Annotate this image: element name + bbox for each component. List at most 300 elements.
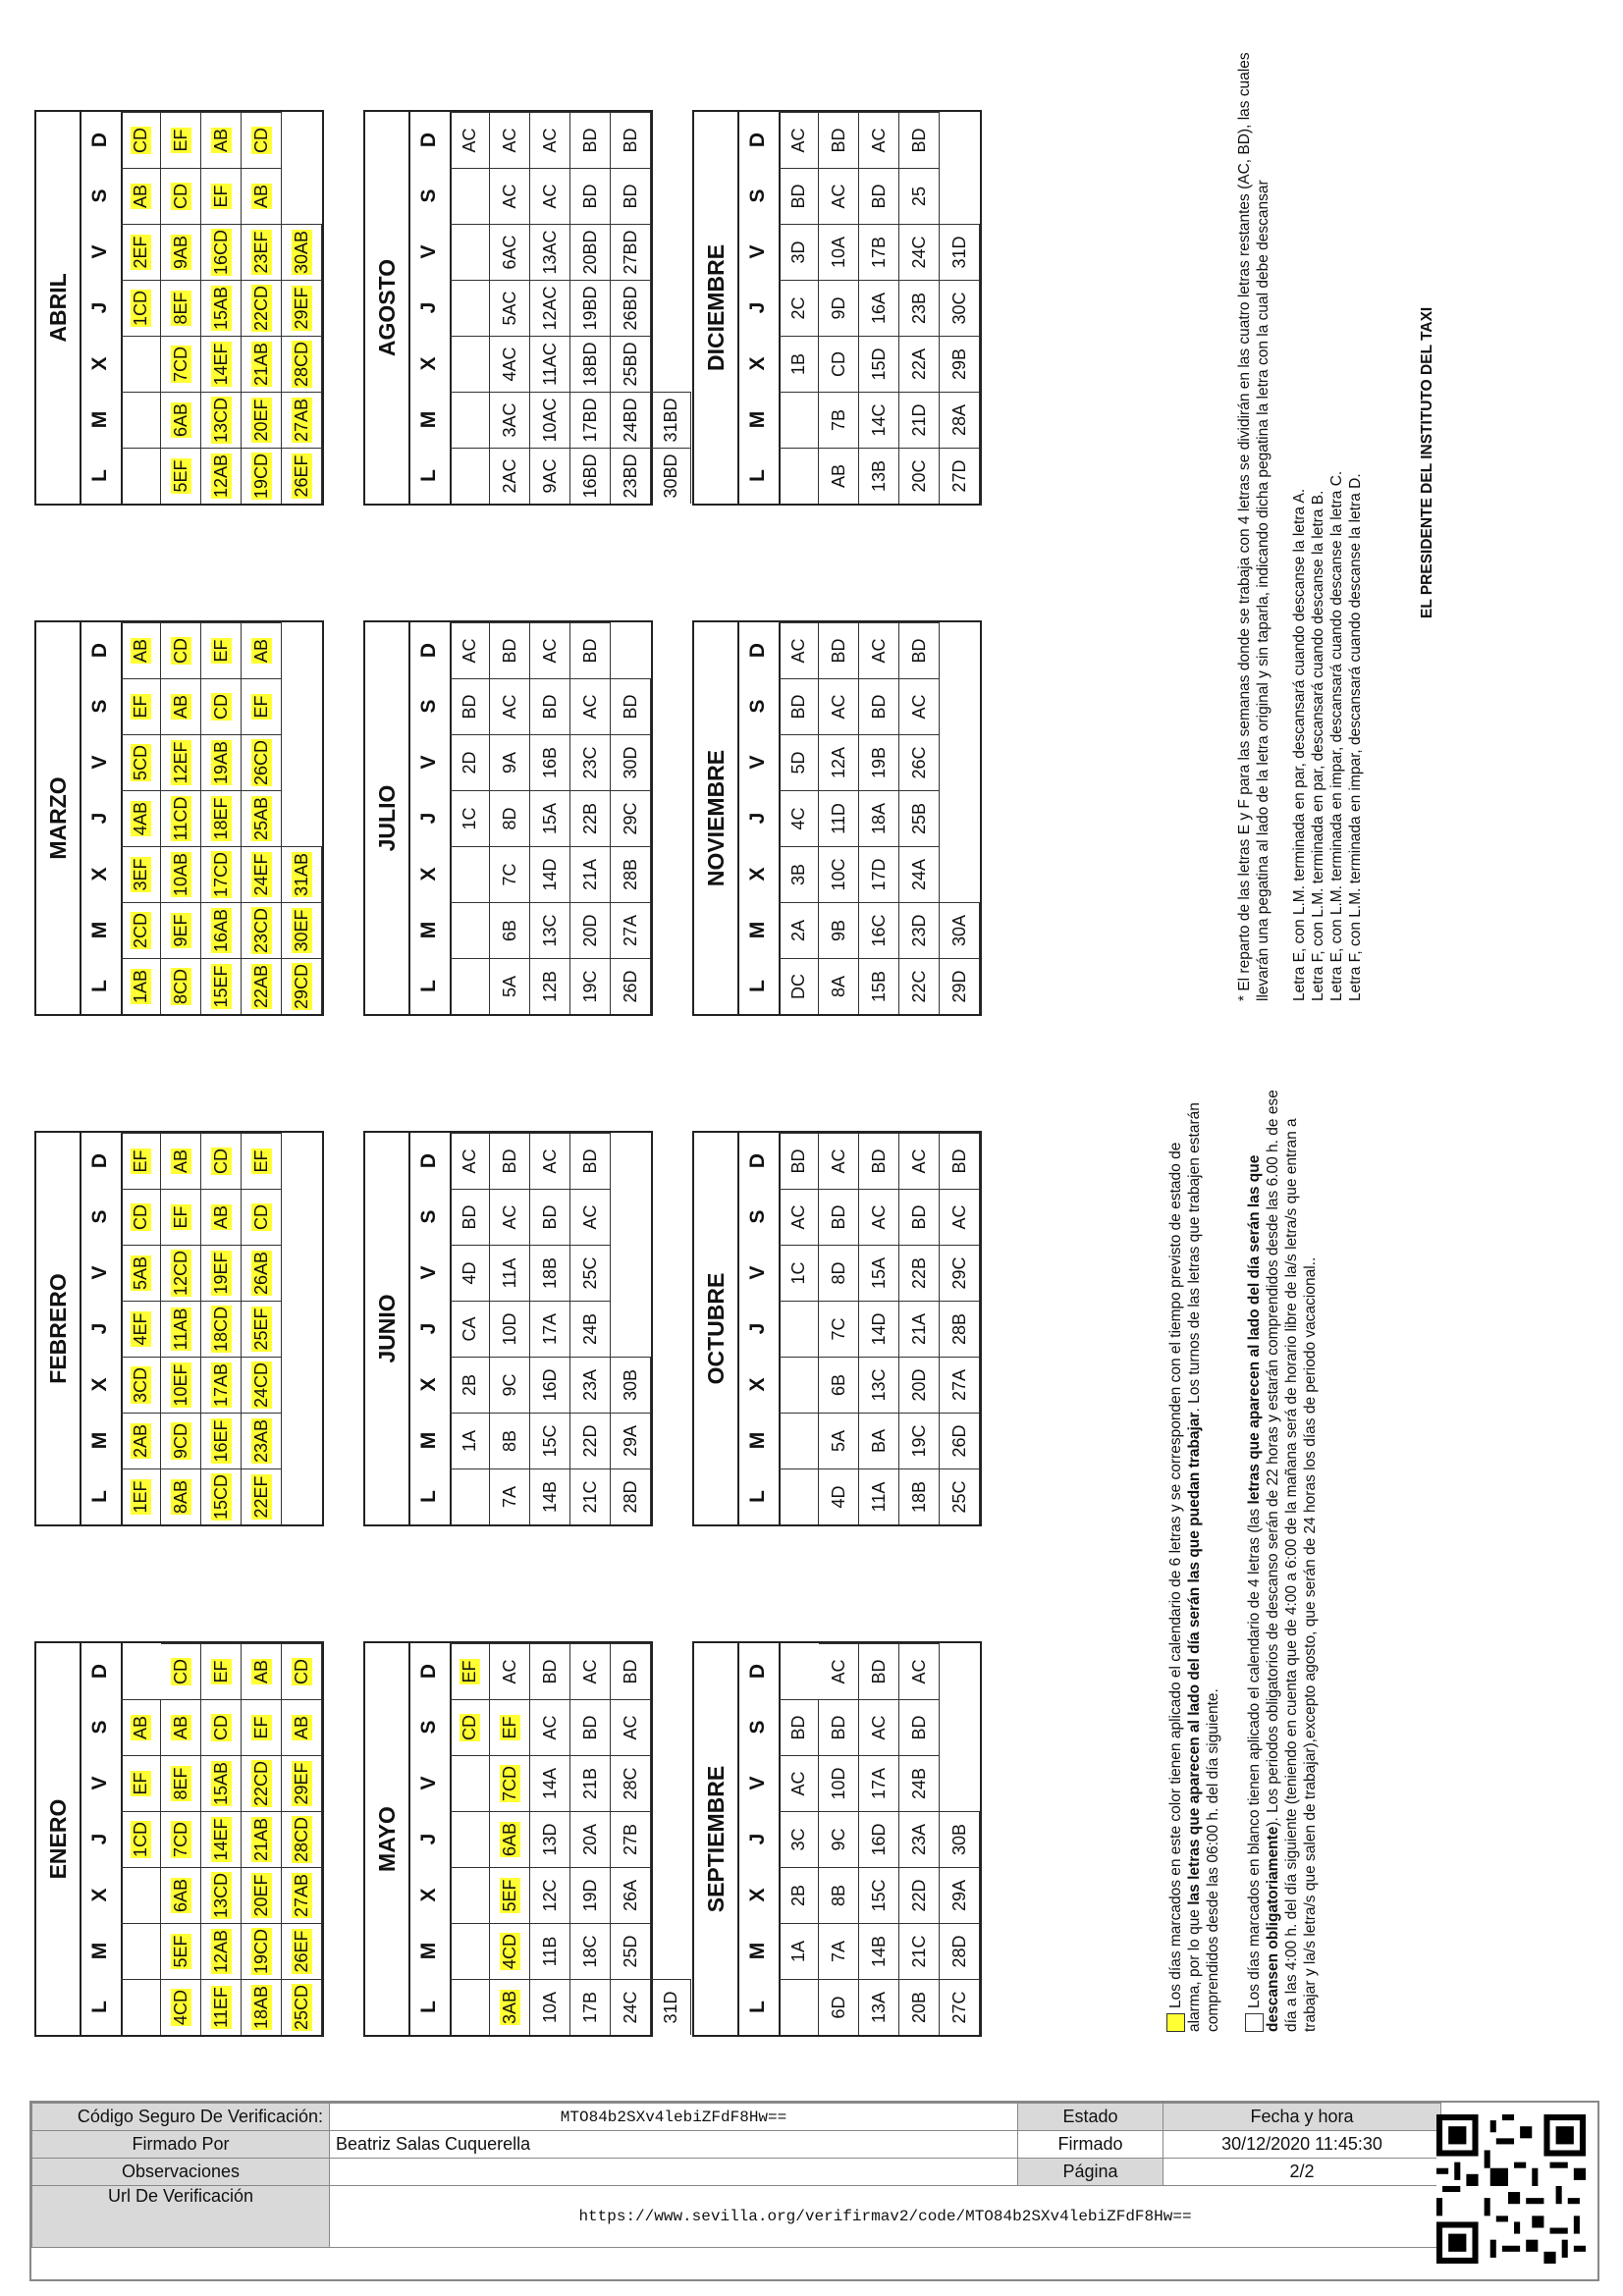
day-label: BD <box>620 694 640 720</box>
month-days <box>779 622 980 1014</box>
day-label: 1CD <box>130 1822 150 1858</box>
empty-cell <box>940 846 980 902</box>
weekday-label: S <box>88 1209 111 1224</box>
day-label: 5EF <box>170 459 190 493</box>
day-label: 25 <box>908 186 929 207</box>
day-cell <box>161 790 201 846</box>
day-label: EF <box>130 1772 150 1795</box>
month-title: SEPTIEMBRE <box>694 1643 739 2035</box>
weekday-label: J <box>88 301 111 314</box>
day-cell <box>859 1189 899 1245</box>
day-cell <box>570 846 611 902</box>
day-cell <box>282 846 322 902</box>
day-cell <box>490 1133 530 1189</box>
day-cell <box>570 1357 611 1413</box>
day-label: 16B <box>539 746 560 779</box>
day-cell <box>611 1643 651 1699</box>
day-label: 22EF <box>250 1475 271 1519</box>
day-cell <box>899 1301 940 1357</box>
day-label: 31D <box>948 236 969 269</box>
month-days <box>450 1643 680 2035</box>
day-cell <box>242 1133 282 1189</box>
day-cell <box>490 168 530 224</box>
day-label: 10EF <box>170 1363 190 1407</box>
day-label: 6AB <box>499 1822 519 1857</box>
weekday-label: S <box>746 188 769 203</box>
weekday-label: D <box>88 1663 111 1680</box>
day-cell <box>161 1755 201 1811</box>
month-days <box>450 622 651 1014</box>
weekday-label: M <box>746 1942 769 1960</box>
day-label: AC <box>787 638 808 664</box>
day-cell <box>121 1699 161 1755</box>
day-cell <box>899 1699 940 1755</box>
week-row <box>450 112 490 504</box>
blank-day-cell <box>450 448 490 504</box>
day-label: CD <box>250 128 271 153</box>
weekday-label: M <box>746 410 769 429</box>
empty-cell <box>121 1643 161 1699</box>
legend-white-text: Los días marcados en blanco tienen aplicado el calendario de 4 letras (las <box>1246 1504 1263 2008</box>
day-cell <box>940 902 980 958</box>
day-label: 12EF <box>170 741 190 784</box>
day-label: 5A <box>828 1429 848 1453</box>
month-julio <box>363 620 653 1016</box>
week-row <box>530 1643 570 2035</box>
day-label: 5A <box>499 975 519 998</box>
day-cell <box>779 1923 819 1979</box>
blank-day-cell <box>450 1867 490 1923</box>
day-cell <box>282 902 322 958</box>
day-label: 23CD <box>250 907 271 954</box>
day-label: 18A <box>868 802 889 835</box>
day-label: BD <box>908 638 929 664</box>
day-label: 14B <box>539 1480 560 1514</box>
day-label: 18BD <box>579 342 600 387</box>
day-cell <box>570 902 611 958</box>
day-cell <box>490 392 530 448</box>
day-cell <box>779 280 819 336</box>
day-label: 25B <box>908 802 929 835</box>
weekday-label: M <box>746 1431 769 1450</box>
day-label: 30C <box>948 292 969 325</box>
day-cell <box>490 1643 530 1699</box>
day-cell <box>859 1755 899 1811</box>
day-cell <box>859 336 899 392</box>
day-cell <box>819 1923 859 1979</box>
day-label: EF <box>459 1660 479 1683</box>
day-label: AC <box>579 694 600 720</box>
day-cell <box>490 1755 530 1811</box>
weekday-header <box>408 1133 452 1524</box>
legend-yellow-bold: las letras que aparecen al lado del día serán las que puedan trabajar <box>1186 1412 1204 1905</box>
day-cell <box>242 734 282 790</box>
day-label: 3B <box>787 863 808 886</box>
weekday-label: L <box>88 2001 111 2013</box>
day-label: 21A <box>908 1312 929 1346</box>
weekday-label: L <box>88 1490 111 1503</box>
empty-cell <box>651 336 691 392</box>
day-cell <box>899 678 940 734</box>
day-label: AC <box>539 638 560 664</box>
day-cell <box>490 1357 530 1413</box>
day-label: 23C <box>579 746 600 779</box>
day-label: AC <box>499 128 519 153</box>
day-cell <box>570 734 611 790</box>
day-label: BD <box>868 184 889 209</box>
notes-line-2: Letra F, con L.M. terminada en par, descansará cuando descanse la letra B. <box>1310 490 1326 1001</box>
day-label: 21A <box>579 858 600 891</box>
week-row <box>779 112 819 504</box>
day-cell <box>819 1189 859 1245</box>
day-cell <box>611 224 651 280</box>
day-cell <box>899 1468 940 1524</box>
weekday-label: V <box>88 244 111 259</box>
day-label: AB <box>250 185 271 209</box>
legend-yellow <box>1166 1090 1222 2032</box>
weekday-label: M <box>88 410 111 429</box>
day-cell <box>779 1133 819 1189</box>
day-cell <box>779 734 819 790</box>
day-cell <box>530 1413 570 1468</box>
weekday-label: S <box>417 699 440 714</box>
month-marzo <box>34 620 324 1016</box>
blank-day-cell <box>779 1413 819 1468</box>
day-cell <box>450 790 490 846</box>
day-cell <box>161 168 201 224</box>
weekday-label: S <box>417 188 440 203</box>
day-cell <box>611 1867 651 1923</box>
week-row <box>940 112 980 504</box>
day-cell <box>570 112 611 168</box>
day-label: 20D <box>908 1368 929 1402</box>
month-title: JULIO <box>365 622 410 1014</box>
day-cell <box>819 622 859 678</box>
day-cell <box>530 1189 570 1245</box>
day-cell <box>779 958 819 1014</box>
day-label: BD <box>579 638 600 664</box>
day-label: 31BD <box>660 398 680 443</box>
week-row <box>161 112 201 504</box>
day-label: 2A <box>787 919 808 942</box>
day-label: 17B <box>868 236 889 269</box>
day-label: BD <box>787 184 808 209</box>
day-cell <box>161 734 201 790</box>
day-cell <box>161 224 201 280</box>
day-cell <box>490 958 530 1014</box>
url-label: Url De Verificación <box>32 2186 330 2248</box>
day-cell <box>121 846 161 902</box>
firmado-por-label: Firmado Por <box>32 2131 330 2159</box>
day-label: AB <box>250 1660 271 1684</box>
blank-day-cell <box>779 1468 819 1524</box>
csv-value: MTO84b2SXv4lebiZFdF8Hw== <box>330 2104 1018 2131</box>
day-cell <box>121 1413 161 1468</box>
day-label: 1CD <box>130 291 150 327</box>
day-cell <box>940 1867 980 1923</box>
day-label: AB <box>250 639 271 664</box>
day-cell <box>490 224 530 280</box>
day-label: 24B <box>579 1312 600 1346</box>
week-row <box>611 112 651 504</box>
weekday-label: X <box>88 356 111 371</box>
day-label: 13A <box>868 1991 889 2024</box>
day-cell <box>282 224 322 280</box>
day-cell <box>161 336 201 392</box>
day-label: BD <box>499 1148 519 1174</box>
day-cell <box>779 168 819 224</box>
day-label: 7C <box>499 863 519 886</box>
blank-day-cell <box>121 392 161 448</box>
day-label: 22D <box>908 1879 929 1912</box>
day-label: 8AB <box>170 1479 190 1515</box>
weekday-label: D <box>417 1663 440 1680</box>
day-cell <box>282 1867 322 1923</box>
day-label: 2AC <box>499 458 519 494</box>
weekday-label: L <box>88 469 111 482</box>
day-label: 29A <box>620 1424 640 1458</box>
weekday-label: V <box>746 1776 769 1790</box>
day-cell <box>450 1357 490 1413</box>
week-row <box>490 1643 530 2035</box>
day-label: CD <box>828 351 848 377</box>
day-cell <box>819 1755 859 1811</box>
day-cell <box>611 1811 651 1867</box>
day-cell <box>570 168 611 224</box>
blank-day-cell <box>121 448 161 504</box>
day-cell <box>161 846 201 902</box>
day-cell <box>859 734 899 790</box>
day-label: 19C <box>579 970 600 1003</box>
day-cell <box>611 1413 651 1468</box>
empty-cell <box>282 790 322 846</box>
weekday-label: J <box>746 1833 769 1845</box>
day-cell <box>530 1301 570 1357</box>
blank-day-cell <box>121 336 161 392</box>
day-cell <box>859 1413 899 1468</box>
day-cell <box>819 448 859 504</box>
weekday-label: L <box>417 980 440 992</box>
day-label: EF <box>170 1205 190 1229</box>
day-label: 18B <box>908 1480 929 1514</box>
weekday-label: M <box>417 1942 440 1960</box>
day-label: AC <box>499 1659 519 1684</box>
weekday-label: L <box>88 980 111 992</box>
weekday-label: M <box>88 1942 111 1960</box>
blank-day-cell <box>450 1755 490 1811</box>
day-cell <box>490 790 530 846</box>
empty-cell <box>940 168 980 224</box>
day-label: AC <box>868 128 889 153</box>
month-title: OCTUBRE <box>694 1133 739 1524</box>
weekday-header <box>408 622 452 1014</box>
blank-day-cell <box>450 392 490 448</box>
day-cell <box>570 1413 611 1468</box>
day-cell <box>530 678 570 734</box>
day-cell <box>859 1133 899 1189</box>
day-label: 19EF <box>210 1252 231 1295</box>
day-cell <box>530 1811 570 1867</box>
day-cell <box>121 1811 161 1867</box>
day-cell <box>779 224 819 280</box>
day-cell <box>530 1468 570 1524</box>
day-cell <box>899 902 940 958</box>
day-label: 7CD <box>170 1822 190 1858</box>
day-label: 17CD <box>210 851 231 898</box>
day-label: 14A <box>539 1767 560 1800</box>
url-value[interactable]: https://www.sevilla.org/verifirmav2/code/MTO84b2SXv4lebiZFdF8Hw== <box>330 2186 1441 2248</box>
week-row <box>940 622 980 1014</box>
day-cell <box>282 1699 322 1755</box>
day-label: 7B <box>828 408 848 432</box>
day-label: AC <box>459 128 479 153</box>
day-label: 2EF <box>130 236 150 269</box>
day-label: BD <box>579 1715 600 1740</box>
month-title: AGOSTO <box>365 112 410 504</box>
day-cell <box>490 1923 530 1979</box>
weekday-label: J <box>746 1322 769 1335</box>
day-label: 19D <box>579 1879 600 1912</box>
day-cell <box>242 902 282 958</box>
day-cell <box>530 224 570 280</box>
day-cell <box>899 1979 940 2035</box>
day-cell <box>121 790 161 846</box>
day-label: 4C <box>787 807 808 830</box>
day-label: 19BD <box>579 286 600 331</box>
day-label: EF <box>210 1660 231 1683</box>
qr-code-icon <box>1436 2114 1586 2264</box>
day-label: 10AB <box>170 852 190 897</box>
legend-yellow-text-end: . Los turnos de las letras que trabajen estarán comprendidos desde las 06:00 h. del día siguiente. <box>1186 1102 1222 2032</box>
day-cell <box>161 1643 201 1699</box>
day-label: 5AC <box>499 291 519 326</box>
day-cell <box>282 280 322 336</box>
day-label: 7CD <box>170 347 190 383</box>
week-row <box>899 622 940 1014</box>
week-row <box>611 1133 651 1524</box>
day-cell <box>779 336 819 392</box>
week-row <box>201 1133 242 1524</box>
day-cell <box>899 392 940 448</box>
day-label: 15C <box>868 1879 889 1912</box>
weekday-label: X <box>417 867 440 881</box>
day-cell <box>779 622 819 678</box>
day-label: 8EF <box>170 292 190 325</box>
empty-cell <box>651 1923 691 1979</box>
day-label: 28A <box>948 403 969 437</box>
weekday-label: M <box>417 1431 440 1450</box>
day-label: 23AB <box>250 1418 271 1464</box>
day-label: AC <box>948 1204 969 1230</box>
day-cell <box>161 1133 201 1189</box>
day-label: 13CD <box>210 397 231 444</box>
blank-day-cell <box>779 392 819 448</box>
weekday-label: D <box>88 132 111 148</box>
day-label: 24A <box>908 858 929 891</box>
weekday-label: J <box>746 812 769 825</box>
weekday-label: L <box>746 469 769 482</box>
day-cell <box>570 392 611 448</box>
day-label: 10D <box>828 1767 848 1800</box>
day-label: 17B <box>579 1991 600 2024</box>
month-octubre <box>692 1131 982 1526</box>
month-days <box>121 1643 322 2035</box>
day-cell <box>611 1923 651 1979</box>
day-cell <box>859 958 899 1014</box>
day-cell <box>201 392 242 448</box>
day-label: 27AB <box>291 1873 311 1918</box>
day-cell <box>819 1643 859 1699</box>
weekday-label: V <box>88 755 111 770</box>
day-cell <box>779 1811 819 1867</box>
day-cell <box>899 790 940 846</box>
weekday-label: V <box>88 1776 111 1790</box>
weekday-label: X <box>746 867 769 881</box>
day-label: 9A <box>499 751 519 774</box>
day-label: 26EF <box>291 454 311 498</box>
day-label: 20EF <box>250 1874 271 1917</box>
day-label: 7A <box>499 1485 519 1509</box>
day-cell <box>570 1133 611 1189</box>
day-label: 2C <box>787 296 808 320</box>
day-cell <box>611 846 651 902</box>
yellow-swatch <box>1166 2013 1185 2032</box>
day-label: 15A <box>539 802 560 835</box>
day-cell <box>282 448 322 504</box>
empty-cell <box>282 622 322 678</box>
day-cell <box>161 1811 201 1867</box>
day-label: BA <box>868 1429 889 1454</box>
day-label: EF <box>130 1149 150 1173</box>
day-label: 2B <box>787 1884 808 1907</box>
day-cell <box>242 678 282 734</box>
day-label: 16CD <box>210 229 231 276</box>
day-cell <box>779 1189 819 1245</box>
day-cell <box>611 168 651 224</box>
week-row <box>779 1643 819 2035</box>
day-cell <box>570 958 611 1014</box>
weekday-label: X <box>417 1377 440 1392</box>
day-cell <box>940 392 980 448</box>
day-label: 12C <box>539 1879 560 1912</box>
weekday-label: V <box>88 1265 111 1280</box>
week-row <box>242 1643 282 2035</box>
day-cell <box>899 734 940 790</box>
month-days <box>779 112 980 504</box>
day-label: 11A <box>868 1481 889 1513</box>
day-label: 9AC <box>539 458 560 494</box>
weekday-label: D <box>746 642 769 659</box>
day-label: 6D <box>828 1996 848 2019</box>
day-label: 22B <box>579 802 600 835</box>
day-label: 30B <box>620 1368 640 1402</box>
weekday-label: V <box>746 1265 769 1280</box>
day-label: 16D <box>539 1368 560 1402</box>
day-cell <box>651 448 691 504</box>
day-label: 23BD <box>620 454 640 499</box>
week-row <box>490 622 530 1014</box>
day-label: 31AB <box>291 852 311 897</box>
week-row <box>242 112 282 504</box>
weekday-label: X <box>417 356 440 371</box>
day-label: AC <box>868 1715 889 1740</box>
day-cell <box>242 336 282 392</box>
day-label: 11CD <box>170 796 190 841</box>
week-row <box>242 622 282 1014</box>
day-label: CD <box>170 1659 190 1684</box>
day-cell <box>121 1189 161 1245</box>
week-row <box>121 112 161 504</box>
